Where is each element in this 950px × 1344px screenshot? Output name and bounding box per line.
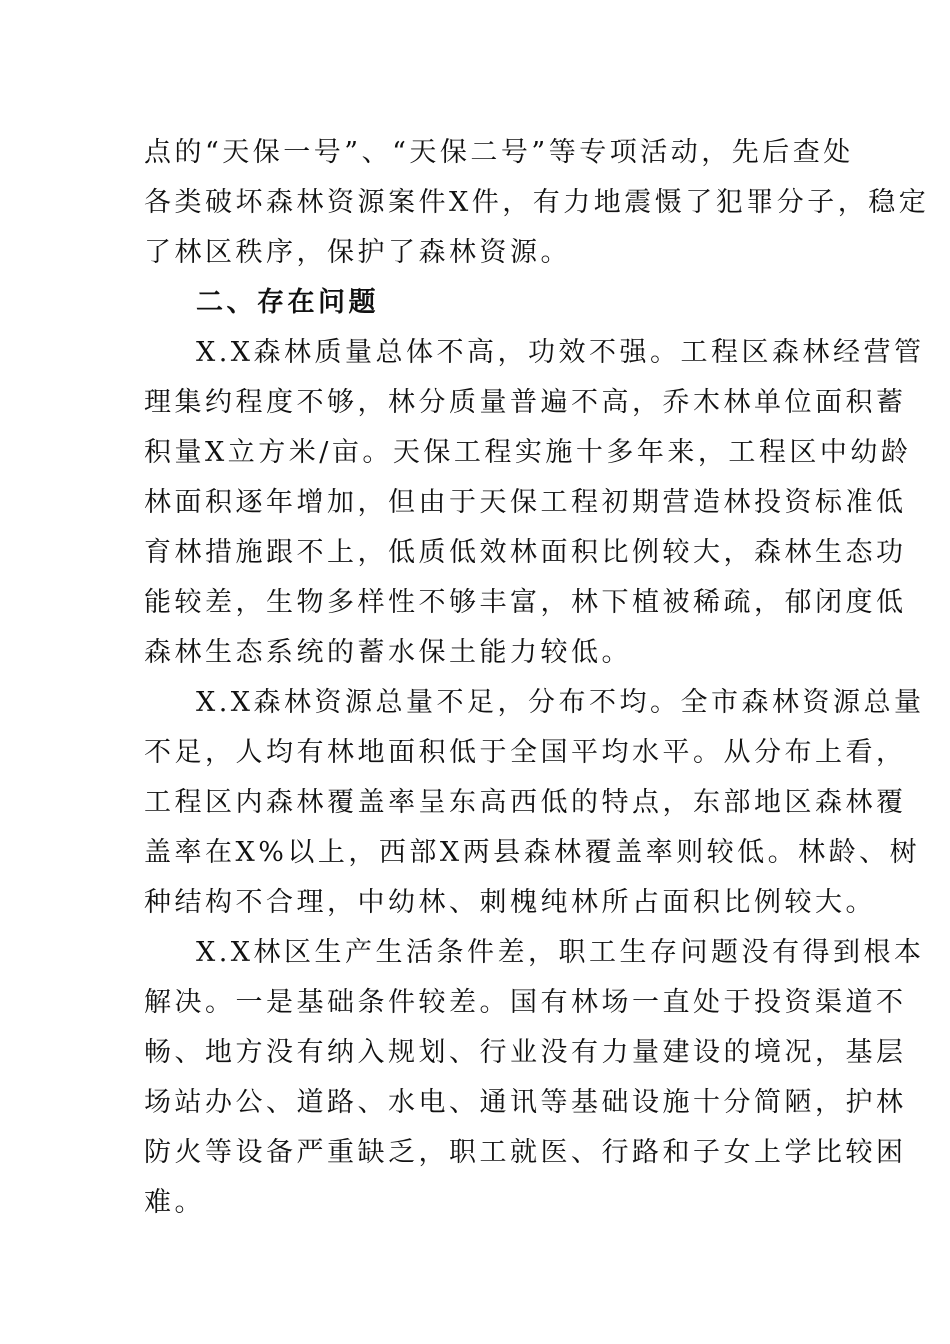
text-line-3: 了林区秩序，保护了森林资源。 — [144, 237, 571, 268]
paragraph-1-line-2: 理集约程度不够，林分质量普遍不高，乔木林单位面积蓄 — [144, 387, 907, 418]
paragraph-1-line-5: 育林措施跟不上，低质低效林面积比例较大，森林生态功 — [144, 537, 907, 568]
paragraph-1-line-4: 林面积逐年增加，但由于天保工程初期营造林投资标准低 — [144, 487, 907, 518]
text-line-2: 各类破坏森林资源案件X件，有力地震慑了犯罪分子，稳定 — [144, 187, 930, 218]
paragraph-2-line-3: 工程区内森林覆盖率呈东高西低的特点，东部地区森林覆 — [144, 787, 907, 818]
paragraph-3-line-3: 畅、地方没有纳入规划、行业没有力量建设的境况，基层 — [144, 1037, 907, 1068]
paragraph-3-line-4: 场站办公、道路、水电、通讯等基础设施十分简陋，护林 — [144, 1087, 907, 1118]
paragraph-3-line-1: X.X林区生产生活条件差，职工生存问题没有得到根本 — [196, 937, 925, 968]
paragraph-1-line-3: 积量X立方米/亩。天保工程实施十多年来，工程区中幼龄 — [144, 437, 912, 468]
text-line-1: 点的“天保一号”、“天保二号”等专项活动，先后查处 — [144, 137, 854, 168]
paragraph-2-line-2: 不足，人均有林地面积低于全国平均水平。从分布上看， — [144, 737, 907, 768]
paragraph-2-line-4: 盖率在X%以上，西部X两县森林覆盖率则较低。林龄、树 — [144, 837, 921, 868]
paragraph-2-line-5: 种结构不合理，中幼林、刺槐纯林所占面积比例较大。 — [144, 887, 876, 918]
section-heading: 二、存在问题 — [196, 287, 379, 318]
paragraph-1-line-1: X.X森林质量总体不高，功效不强。工程区森林经营管 — [196, 337, 925, 368]
paragraph-3-line-6: 难。 — [144, 1187, 205, 1218]
paragraph-3-line-5: 防火等设备严重缺乏，职工就医、行路和子女上学比较困 — [144, 1137, 907, 1168]
paragraph-1-line-6: 能较差，生物多样性不够丰富，林下植被稀疏，郁闭度低 — [144, 587, 907, 618]
paragraph-2-line-1: X.X森林资源总量不足，分布不均。全市森林资源总量 — [196, 687, 925, 718]
paragraph-1-line-7: 森林生态系统的蓄水保土能力较低。 — [144, 637, 632, 668]
paragraph-3-line-2: 解决。一是基础条件较差。国有林场一直处于投资渠道不 — [144, 987, 907, 1018]
